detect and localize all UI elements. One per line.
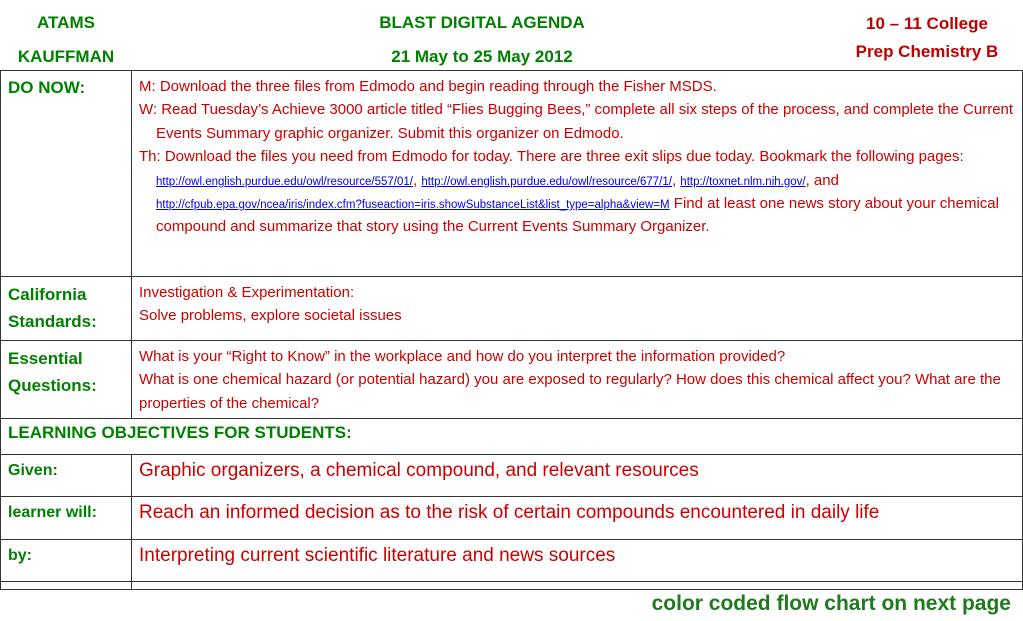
essential-question: What is one chemical hazard (or potential hazard) you are exposed to regularly? How does this chemical affect you? What are the properties of the chemical? xyxy=(139,371,1001,412)
toxnet-link[interactable]: http://toxnet.nlm.nih.gov/ xyxy=(680,175,806,188)
objectives-heading-row xyxy=(1,419,1023,455)
epa-iris-link[interactable]: http://cfpub.epa.gov/ncea/iris/index.cfm?fuseaction=iris.showSubstanceList&list_type=alpha&view=M xyxy=(156,198,670,211)
by-text: Interpreting current scientific literature and news sources xyxy=(132,540,1023,582)
objectives-heading: LEARNING OBJECTIVES FOR STUDENTS: xyxy=(1,419,1023,455)
standards-content xyxy=(132,277,1023,341)
thursday-task xyxy=(139,145,1015,239)
standard-line: Solve problems, explore societal issues xyxy=(139,307,402,325)
empty-row xyxy=(1,582,1023,590)
purdue-owl-link-1[interactable]: http://owl.english.purdue.edu/owl/resource/557/01/ xyxy=(156,175,413,188)
thursday-end: Find at least one news story about your chemical compound and summarize that story using the Current Events Summary Organizer. xyxy=(156,194,999,236)
learner-label: learner will: xyxy=(1,497,132,540)
agenda-table xyxy=(0,70,1023,590)
empty-cell xyxy=(132,582,1023,590)
footer-note: color coded flow chart on next page xyxy=(651,592,1011,615)
essential-content xyxy=(132,341,1023,419)
header-right xyxy=(832,10,1022,66)
standards-row xyxy=(1,277,1023,341)
essential-label: Essential Questions: xyxy=(1,341,132,419)
learner-row xyxy=(1,497,1023,540)
link-separator: , and xyxy=(805,171,839,189)
empty-cell xyxy=(1,582,132,590)
course-line1: 10 – 11 College xyxy=(866,14,988,33)
learner-text: Reach an informed decision as to the risk of certain compounds encountered in daily life xyxy=(132,497,1023,540)
do-now-row xyxy=(1,71,1023,277)
essential-row xyxy=(1,341,1023,419)
agenda-dates: 21 May to 25 May 2012 xyxy=(391,47,573,66)
given-row xyxy=(1,455,1023,497)
header-center xyxy=(332,6,632,74)
by-row xyxy=(1,540,1023,582)
monday-task: M: Download the three files from Edmodo and begin reading through the Fisher MSDS. xyxy=(139,78,717,95)
given-text: Graphic organizers, a chemical compound, and relevant resources xyxy=(132,455,1023,497)
standard-line: Investigation & Experimentation: xyxy=(139,284,355,301)
link-separator: , xyxy=(671,171,681,189)
by-label: by: xyxy=(1,540,132,582)
wednesday-task: W: Read Tuesday’s Achieve 3000 article titled “Flies Bugging Bees,” complete all six steps of the process, and complete the Current Events Summary graphic organizer. Submit this organizer on Edmodo. xyxy=(139,101,1014,142)
link-separator: , xyxy=(413,171,422,189)
course-line2: Prep Chemistry B xyxy=(855,42,999,61)
thursday-intro: Th: Download the files you need from Edmodo for today. There are three exit slips due today. Bookmark the following pages: xyxy=(139,148,964,166)
teacher-line1: ATAMS xyxy=(37,13,95,32)
purdue-owl-link-2[interactable]: http://owl.english.purdue.edu/owl/resource/677/1/ xyxy=(421,175,672,188)
do-now-label: DO NOW: xyxy=(1,71,132,277)
agenda-title: BLAST DIGITAL AGENDA xyxy=(379,13,585,32)
do-now-content xyxy=(132,71,1023,277)
header-left xyxy=(0,6,132,74)
standards-label: California Standards: xyxy=(1,277,132,341)
given-label: Given: xyxy=(1,455,132,497)
teacher-line2: KAUFFMAN xyxy=(17,47,115,66)
essential-question: What is your “Right to Know” in the workplace and how do you interpret the information provided? xyxy=(139,348,786,365)
